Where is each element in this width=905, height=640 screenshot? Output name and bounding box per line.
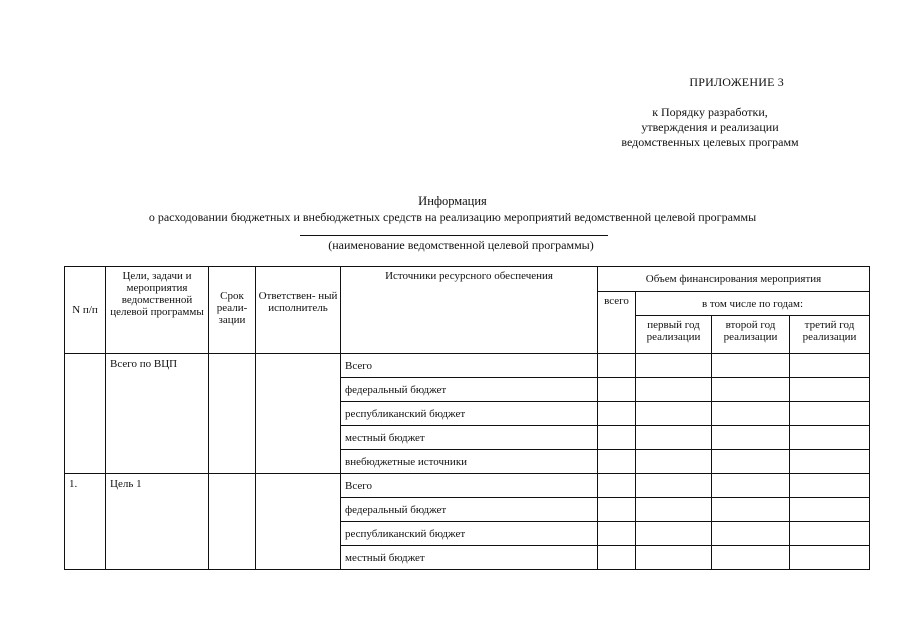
source-label: Всего [341,474,598,498]
cell-year-3 [790,498,870,522]
cell-year-3 [790,522,870,546]
cell-year-1 [636,474,712,498]
cell-year-1 [636,426,712,450]
source-label: федеральный бюджет [341,498,598,522]
cell-year-3 [790,546,870,570]
appendix-line: к Порядку разработки, [652,105,768,119]
row-num: 1. [65,474,106,570]
row-goal-label: Цель 1 [106,474,209,570]
cell-year-1 [636,522,712,546]
cell-year-2 [712,522,790,546]
cell-total [598,522,636,546]
cell-year-1 [636,354,712,378]
cell-total [598,498,636,522]
funding-table [64,266,870,570]
source-label: республиканский бюджет [341,402,598,426]
cell-year-2 [712,402,790,426]
header-funding: Объем финансирования мероприятия [598,267,870,292]
header-year-2: второй год реализации [712,316,790,354]
cell-year-3 [790,474,870,498]
cell-year-3 [790,378,870,402]
cell-year-3 [790,354,870,378]
row-goal-label: Всего по ВЦП [106,354,209,474]
cell-year-2 [712,378,790,402]
cell-year-2 [712,426,790,450]
header-sources: Источники ресурсного обеспечения [341,267,598,354]
header-executor: Ответствен- ный исполнитель [256,267,341,354]
cell-year-2 [712,450,790,474]
source-label: местный бюджет [341,546,598,570]
header-year-3: третий год реализации [790,316,870,354]
cell-year-2 [712,498,790,522]
cell-year-2 [712,546,790,570]
row-executor [256,474,341,570]
header-goals: Цели, задачи и мероприятия ведомственной целевой программы [106,267,209,354]
document-title: Информация [418,194,487,208]
header-num: N п/п [65,267,106,354]
row-executor [256,354,341,474]
cell-year-2 [712,474,790,498]
program-name-caption: (наименование ведомственной целевой программы) [328,238,594,252]
source-label: Всего [341,354,598,378]
cell-year-1 [636,402,712,426]
cell-year-1 [636,546,712,570]
row-term [209,474,256,570]
header-year-1: первый год реализации [636,316,712,354]
cell-total [598,474,636,498]
appendix-line: утверждения и реализации [641,120,779,134]
appendix-line: ведомственных целевых программ [621,135,799,149]
cell-total [598,546,636,570]
cell-year-1 [636,378,712,402]
appendix-subtitle [560,105,860,150]
cell-total [598,354,636,378]
cell-total [598,402,636,426]
document-subtitle: о расходовании бюджетных и внебюджетных средств на реализацию мероприятий ведомственной целевой программы [148,210,757,224]
source-label: внебюджетные источники [341,450,598,474]
cell-year-3 [790,450,870,474]
cell-year-3 [790,426,870,450]
cell-total [598,378,636,402]
source-label: республиканский бюджет [341,522,598,546]
cell-total [598,450,636,474]
program-name-line [300,235,608,236]
cell-year-2 [712,354,790,378]
header-total: всего [598,292,636,354]
cell-year-3 [790,402,870,426]
cell-total [598,426,636,450]
row-num [65,354,106,474]
cell-year-1 [636,498,712,522]
source-label: местный бюджет [341,426,598,450]
source-label: федеральный бюджет [341,378,598,402]
header-by-years: в том числе по годам: [636,292,870,316]
header-term: Срок реали- зации [209,267,256,354]
appendix-title: ПРИЛОЖЕНИЕ 3 [689,75,784,89]
cell-year-1 [636,450,712,474]
row-term [209,354,256,474]
